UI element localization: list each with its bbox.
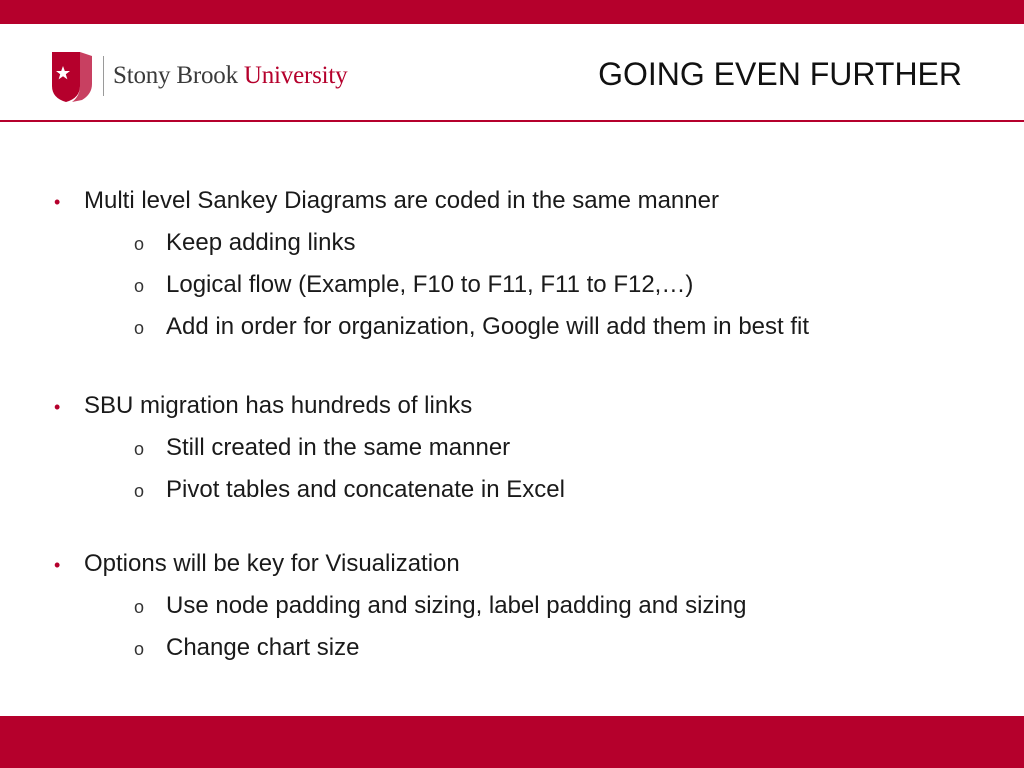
- slide-title: GOING EVEN FURTHER: [598, 56, 962, 92]
- sub-bullet-marker: o: [134, 276, 145, 296]
- sub-bullet-marker: o: [134, 318, 145, 338]
- sub-bullet-text: Use node padding and sizing, label padding and sizing: [166, 592, 747, 619]
- bullet-marker: •: [54, 192, 61, 212]
- bullet-item: [54, 392, 472, 420]
- logo-name-part2: University: [243, 62, 348, 89]
- bullet-marker: •: [54, 397, 61, 417]
- sub-bullet-item: [134, 271, 693, 299]
- sub-bullet-marker: o: [134, 234, 145, 254]
- sub-bullet-item: [134, 592, 746, 620]
- bottom-accent-bar: [0, 716, 1024, 768]
- bullet-item: [54, 187, 719, 215]
- sub-bullet-item: [134, 313, 809, 341]
- sub-bullet-text: Add in order for organization, Google will add them in best fit: [166, 313, 810, 340]
- sub-bullet-marker: o: [134, 597, 145, 617]
- bullet-text: Options will be key for Visualization: [84, 550, 460, 577]
- sub-bullet-text: Logical flow (Example, F10 to F11, F11 to F12,…): [166, 271, 694, 298]
- sub-bullet-text: Pivot tables and concatenate in Excel: [166, 476, 565, 503]
- sub-bullet-item: [134, 634, 359, 662]
- logo-name-part1: Stony Brook: [113, 62, 238, 89]
- bullet-text: Multi level Sankey Diagrams are coded in the same manner: [84, 187, 719, 214]
- bullet-text: SBU migration has hundreds of links: [84, 392, 473, 419]
- sub-bullet-item: [134, 476, 565, 504]
- sub-bullet-item: [134, 434, 510, 462]
- sub-bullet-text: Still created in the same manner: [166, 434, 511, 461]
- sub-bullet-marker: o: [134, 439, 145, 459]
- sub-bullet-text: Keep adding links: [166, 229, 356, 256]
- sub-bullet-marker: o: [134, 639, 145, 659]
- sub-bullet-text: Change chart size: [166, 634, 360, 661]
- bullet-marker: •: [54, 555, 61, 575]
- sub-bullet-marker: o: [134, 481, 145, 501]
- sub-bullet-item: [134, 229, 355, 257]
- bullet-item: [54, 550, 460, 578]
